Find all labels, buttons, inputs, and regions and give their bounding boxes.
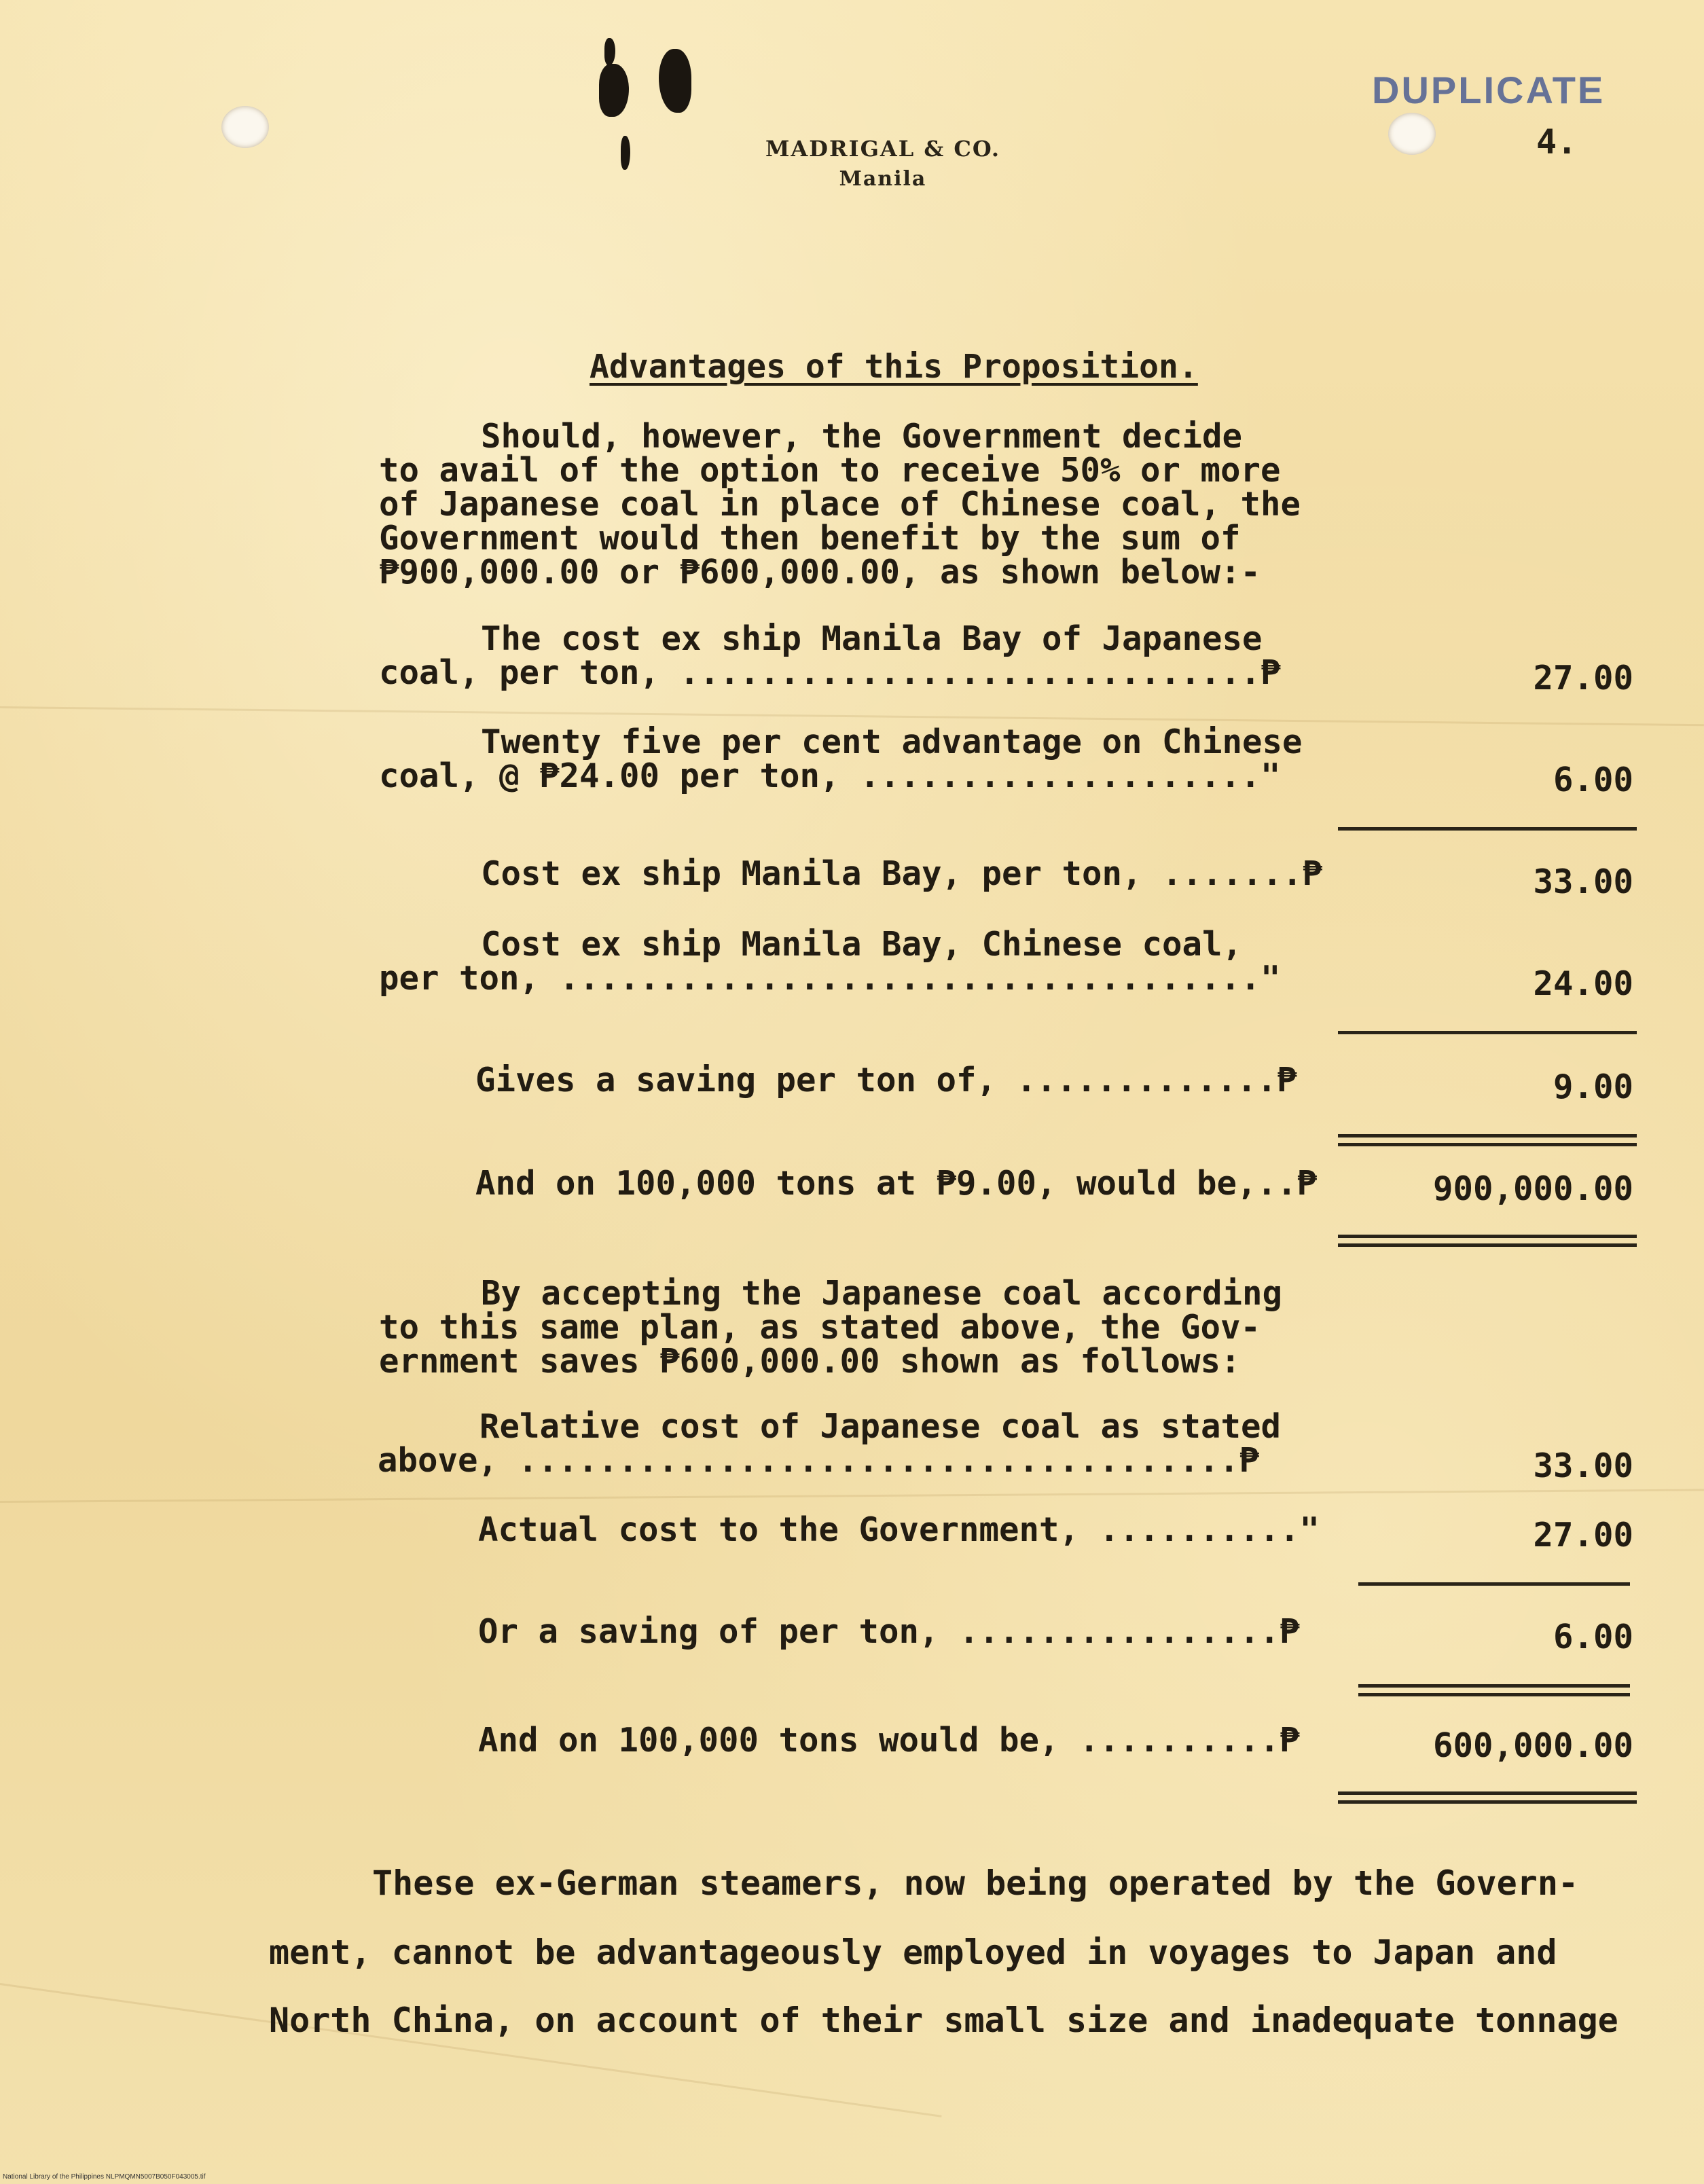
line-text: above, ....................................₱ (378, 1441, 1260, 1480)
chinese-cost-line (379, 925, 1281, 998)
closing-line: North China, on account of their small size and inadequate tonnage (269, 2001, 1618, 2040)
line-text: Actual cost to the Government, .........." (478, 1510, 1320, 1549)
line-text: The cost ex ship Manila Bay of Japanese (481, 619, 1263, 658)
line-text: ernment saves ₱600,000.00 shown as follows: (379, 1342, 1241, 1381)
double-rule (1338, 1134, 1637, 1138)
advantage-line (379, 725, 1303, 793)
ink-blot (659, 49, 691, 113)
relative-cost-amount: 33.00 (1533, 1446, 1633, 1485)
punch-hole (221, 106, 269, 148)
saving2-amount: 6.00 (1553, 1618, 1633, 1656)
letterhead-city: Manila (839, 167, 927, 191)
line-text: Or a saving of per ton, ................₱ (478, 1612, 1300, 1651)
closing-line: These ex-German steamers, now being operated by the Govern- (372, 1863, 1579, 1903)
actual-cost-amount: 27.00 (1533, 1516, 1633, 1554)
saving-line (475, 1063, 1297, 1097)
intro-line: Government would then benefit by the sum of (379, 519, 1241, 558)
saving2-line (478, 1612, 1300, 1651)
section-heading: Advantages of this Proposition. (590, 348, 1198, 386)
double-rule (1338, 1791, 1637, 1795)
line-text: Gives a saving per ton of, .............₱ (475, 1061, 1297, 1099)
letterhead-company: MADRIGAL & CO. (765, 136, 1000, 162)
cost-ex-ship-amount: 33.00 (1533, 862, 1633, 901)
plan2-paragraph (379, 1274, 1283, 1381)
line-text: By accepting the Japanese coal according (481, 1274, 1283, 1313)
line-text: Twenty five per cent advantage on Chinese (481, 723, 1303, 761)
page-number: 4. (1536, 122, 1578, 162)
ink-blot (604, 38, 615, 65)
punch-hole (1388, 113, 1436, 155)
duplicate-stamp: DUPLICATE (1372, 69, 1606, 111)
advantage-amount: 6.00 (1553, 761, 1633, 799)
line-text: per ton, ..................................." (379, 959, 1281, 998)
total-900k-line (475, 1164, 1318, 1203)
relative-cost-line (378, 1407, 1282, 1480)
intro-line: ₱900,000.00 or ₱600,000.00, as shown below:- (379, 553, 1261, 592)
japanese-cost-amount: 27.00 (1533, 659, 1633, 697)
intro-paragraph (379, 417, 1301, 592)
line-text: Relative cost of Japanese coal as stated (479, 1407, 1282, 1446)
subtotal-rule (1338, 827, 1637, 831)
intro-line: Should, however, the Government decide (481, 417, 1243, 456)
line-text: coal, @ ₱24.00 per ton, ...................." (379, 757, 1281, 795)
subtotal-rule (1358, 1582, 1630, 1586)
double-rule (1358, 1684, 1630, 1688)
cost-ex-ship-line (481, 854, 1323, 893)
paper-crease (0, 1489, 1704, 1503)
line-text: And on 100,000 tons at ₱9.00, would be,..₱ (475, 1164, 1318, 1203)
japanese-cost-line (379, 619, 1281, 692)
double-rule (1338, 1235, 1637, 1238)
closing-line: ment, cannot be advantageously employed in voyages to Japan and (269, 1933, 1557, 1972)
total-900k-amount: 900,000.00 (1432, 1169, 1633, 1208)
line-text: And on 100,000 tons would be, ..........₱ (478, 1721, 1300, 1760)
line-text: Cost ex ship Manila Bay, per ton, .......₱ (481, 854, 1323, 893)
archive-note: National Library of the Philippines NLPMQMN5007B050F043005.tif (3, 2173, 206, 2181)
line-text: Cost ex ship Manila Bay, Chinese coal, (481, 925, 1243, 964)
intro-line: of Japanese coal in place of Chinese coal, the (379, 485, 1301, 524)
ink-blot (599, 64, 629, 117)
saving-amount: 9.00 (1553, 1068, 1633, 1106)
subtotal-rule (1338, 1031, 1637, 1034)
actual-cost-line (478, 1510, 1320, 1549)
line-text: to this same plan, as stated above, the Gov- (379, 1308, 1261, 1347)
line-text: coal, per ton, .............................₱ (379, 653, 1281, 692)
total-600k-line (478, 1721, 1300, 1760)
intro-line: to avail of the option to receive 50% or more (379, 451, 1281, 490)
ink-blot (621, 136, 630, 170)
total-600k-amount: 600,000.00 (1432, 1726, 1633, 1765)
chinese-cost-amount: 24.00 (1533, 964, 1633, 1003)
